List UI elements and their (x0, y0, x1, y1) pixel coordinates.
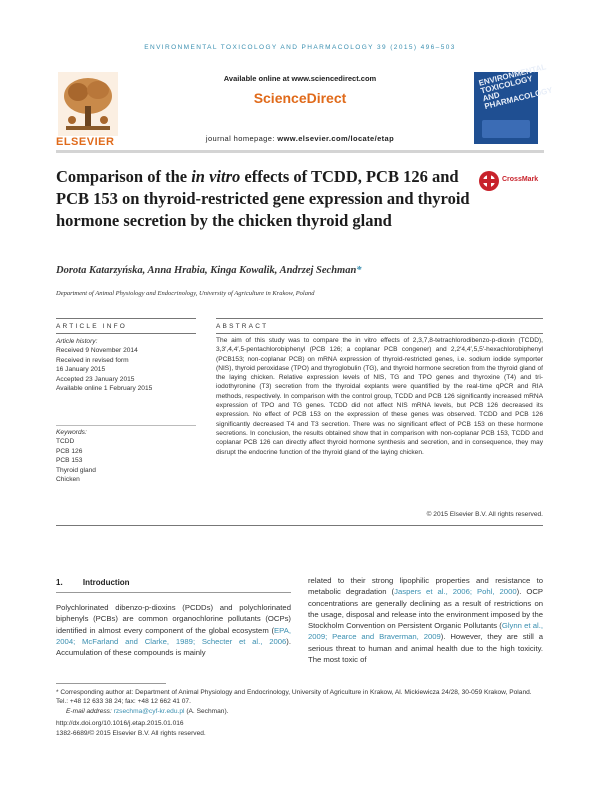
keyword-item: Chicken (56, 476, 80, 484)
keyword-item: TCDD (56, 438, 75, 446)
rule-info-sub (56, 333, 196, 334)
rule-info-top (56, 318, 196, 319)
keywords (56, 428, 206, 484)
rule-abstract-bottom (56, 525, 543, 526)
intro-right-text-3: ). However, they are still a serious threat to human and animal health due to the high toxicity. The most toxic of (308, 632, 543, 665)
intro-left-text: Polychlorinated dibenzo-p-dioxins (PCDDs) and polychlorinated biphenyls (PCBs) are common organochlorine pollutants (OCPs) identified in almost every component of the global ecosystem ( (56, 603, 291, 635)
rule-intro (56, 592, 291, 593)
crossmark-label: CrossMark (502, 176, 539, 183)
section-number: 1. (56, 578, 63, 587)
crossmark-icon (478, 170, 500, 192)
journal-running-head: ENVIRONMENTAL TOXICOLOGY AND PHARMACOLOGY 39 (2015) 496–503 (144, 44, 456, 51)
header-divider (56, 150, 544, 153)
email-label: E-mail address: (66, 708, 112, 715)
history-item: Available online 1 February 2015 (56, 385, 153, 393)
doi-link[interactable]: http://dx.doi.org/10.1016/j.etap.2015.01.016 (56, 720, 184, 727)
publisher-name: ELSEVIER (56, 136, 115, 148)
history-item: 16 January 2015 (56, 366, 106, 374)
history-item: Accepted 23 January 2015 (56, 375, 135, 383)
introduction-heading (56, 578, 130, 587)
rule-info-mid (56, 425, 196, 426)
intro-right-column (308, 575, 543, 665)
sciencedirect-logo: ScienceDirect (253, 90, 347, 106)
keywords-label: Keywords: (56, 429, 87, 436)
article-title (56, 166, 476, 232)
crossmark-badge[interactable] (478, 170, 542, 192)
footnote-email (66, 707, 543, 716)
intro-right-text: related to their strong lipophilic properties and resistance to metabolic degradation ( (308, 576, 543, 597)
intro-right-text-2: ). OCP concentrations are generally declining as a result of restrictions on the usage, disposal and release into the environment imposed by the Stockholm Convention on Persistent Organic Pollutants ( (308, 587, 544, 631)
homepage-url-link[interactable]: www.elsevier.com/locate/etap (277, 134, 395, 143)
keyword-item: Thyroid gland (56, 466, 96, 474)
rule-abstract-sub (216, 333, 543, 334)
title-italic: in vitro (191, 167, 241, 186)
intro-left-text-end: ). Accumulation of these compounds is mainly (56, 636, 291, 658)
abstract-text: The aim of this study was to compare the in vitro effects of 2,3,7,8-tetrachlorodibenzo-p-dioxin (TCDD), 3,3′,4,4′,5-pentachlorobiphenyl (PCB 126; a coplanar PCB congener) and 2,2′4,4′,5,5′-hexachlorobiphenyl (PCB153; non-coplanar PCB) on mRNA expression of thyroid-restricted genes, i.e. sodium iodide symporter (NIS), thyroid peroxidase (TPO) and thyroglobulin (TG), and thyroid hormone secretion from the thyroid gland of the laying chicken. Relative expression levels of NIS, TG and TPO genes and thyroxine (T4) and tri-iodothyronine (T3) secretion from the thyroidal explants were quantified by the real-time qPCR and RIA methods, respectively. In comparison with the control group, TCDD and PCB 126 significantly increased mRNA expression of TPO and TG genes. TCDD did not affect NIS mRNA levels, but PCB 126 decreased its expression. No effect of PCB 153 on the expression of these genes was observed. TCDD and PCB 126 significantly decreased T4 and T3 secretion. There was no significant effect of PCB 153 on these hormone secretions. In conclusion, the results obtained show that in comparison with non-coplanar PCB 153, TCDD and coplanar PCB 126 can directly affect thyroid hormone synthesis and secretion, and in consequence, they may disrupt the endocrine function of the thyroid gland of the laying chicken. (216, 337, 543, 456)
intro-left-column (56, 602, 291, 658)
homepage-label: journal homepage: (205, 134, 275, 143)
email-link[interactable]: rzsechma@cyf-kr.edu.pl (113, 708, 185, 715)
citation-link[interactable]: Jaspers et al., 2006; Pohl, 2000 (394, 587, 517, 597)
email-after: (A. Sechman). (186, 708, 229, 715)
keyword-item: PCB 126 (56, 447, 83, 455)
abstract-copyright: © 2015 Elsevier B.V. All rights reserved. (426, 511, 543, 518)
corresponding-star[interactable]: * (356, 265, 362, 276)
author-list: Dorota Katarzyńska, Anna Hrabia, Kinga Kowalik, Andrzej Sechman (56, 265, 357, 276)
history-item: Received 9 November 2014 (56, 347, 138, 355)
abstract-heading: ABSTRACT (216, 323, 269, 330)
sciencedirect-url-link[interactable]: www.sciencedirect.com (291, 74, 377, 83)
citation-link[interactable]: EPA, 2004; McFarland and Clarke, 1989; Schecter et al., 2006 (56, 625, 291, 646)
title-part-1: Comparison of the (56, 167, 188, 186)
footnote-rule (56, 683, 166, 684)
rule-abstract-top (216, 318, 543, 319)
footnote-corresponding: * Corresponding author at: Department of Animal Physiology and Endocrinology, University of Agriculture in Krakow, Al. Mickiewicza 24/28, 30-059 Krakow, Poland. Tel.: +48 12 633 38 24; fax: +48 12 662 41 07. (56, 689, 532, 705)
available-prefix: Available online at (223, 74, 290, 83)
article-info-heading: ARTICLE INFO (56, 323, 128, 330)
section-title: Introduction (82, 578, 130, 587)
keyword-item: PCB 153 (56, 457, 83, 465)
title-part-2: effects of TCDD, PCB 126 and PCB 153 on thyroid-restricted gene expression and thyroid hormone secretion by the chicken thyroid gland (56, 167, 470, 230)
cover-title: ENVIRONMENTAL TOXICOLOGY AND PHARMACOLOGY (477, 62, 554, 112)
history-label: Article history: (56, 338, 98, 345)
article-history (56, 337, 206, 393)
issn-copyright: 1382-6689/© 2015 Elsevier B.V. All rights reserved. (56, 730, 206, 737)
affiliation: Department of Animal Physiology and Endocrinology, University of Agriculture in Krakow, Poland (56, 290, 315, 297)
authors (56, 265, 362, 276)
journal-cover-image (474, 62, 554, 144)
history-item: Received in revised form (56, 356, 129, 364)
citation-link[interactable]: Glynn et al., 2009; Pearce and Braverman, 2009 (308, 621, 543, 642)
